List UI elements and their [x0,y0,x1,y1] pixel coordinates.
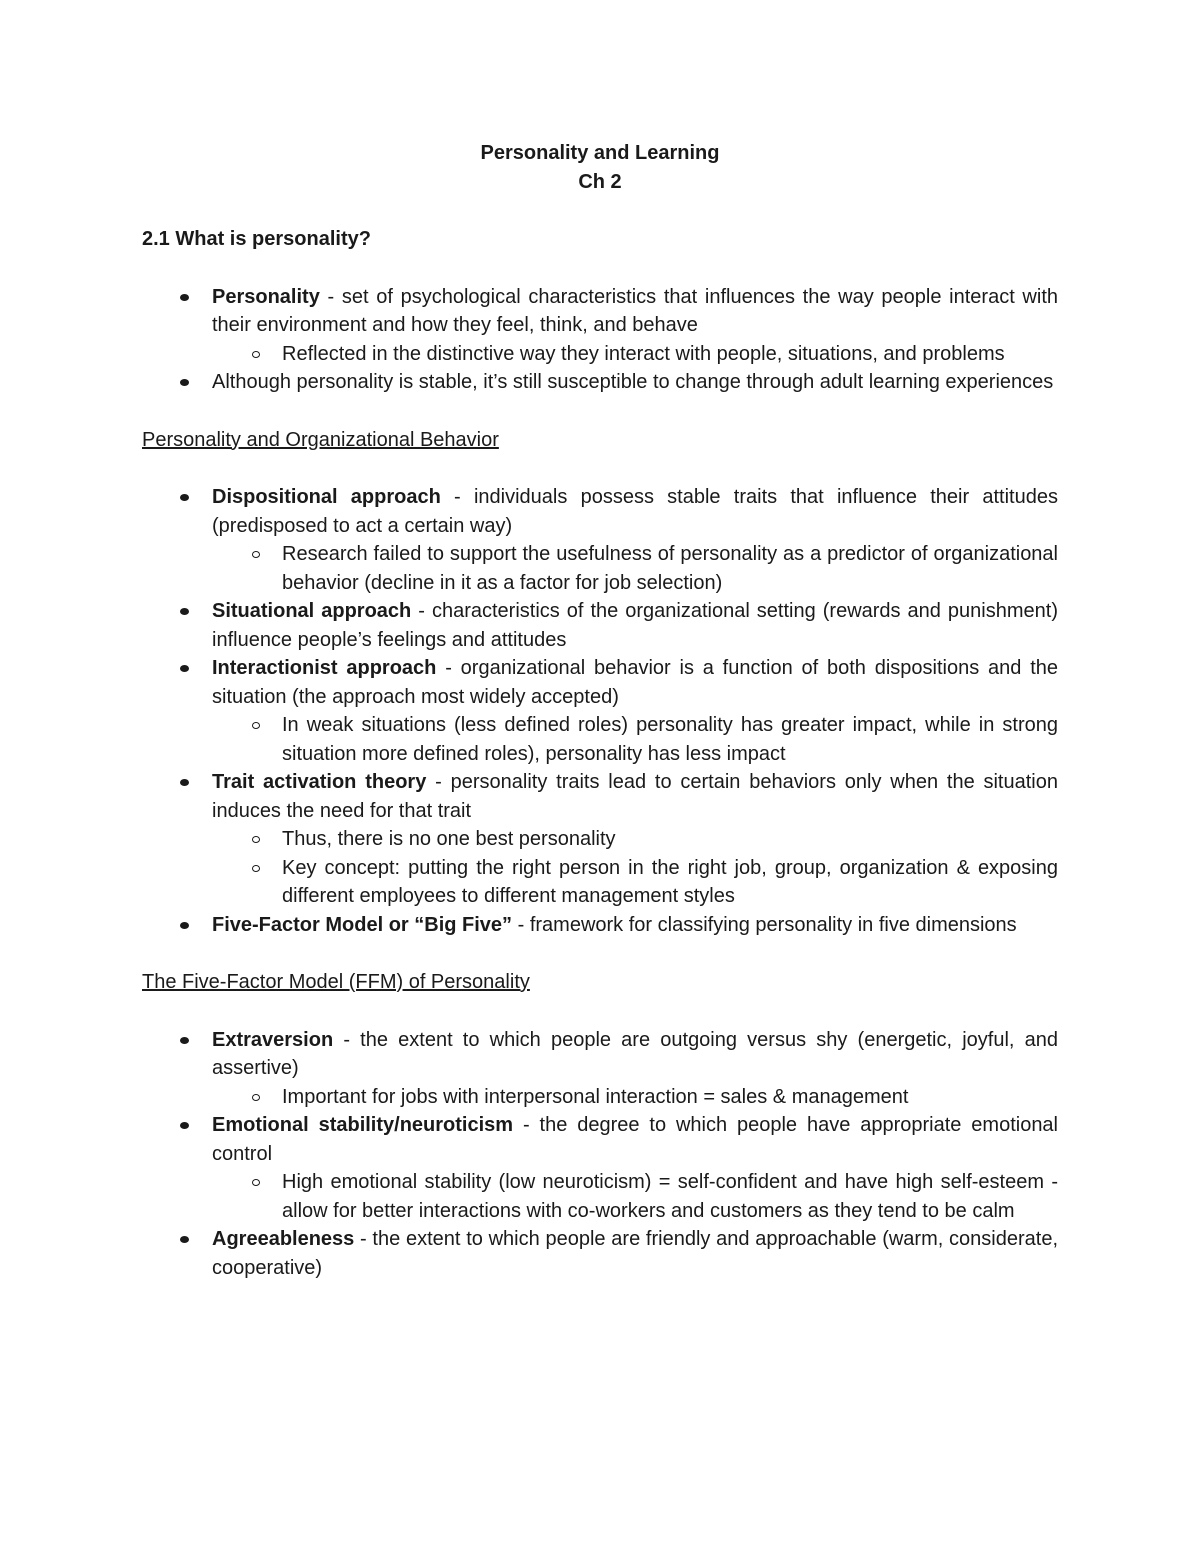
sub-list-item: In weak situations (less defined roles) personality has greater impact, while in strong situation more defined roles), personality has less impact [212,711,1058,768]
list-item-text: - personality traits lead to certain behaviors only when the situation induces the need for that trait [212,771,1058,822]
sub-list-item: Research failed to support the usefulness of personality as a predictor of organizational behavior (decline in it as a factor for job selection) [212,540,1058,597]
sub-list [142,1083,1058,1112]
section-heading-what-is-personality: 2.1 What is personality? [142,228,371,250]
list-item-term: Five-Factor Model or “Big Five” [212,913,513,936]
sub-list-item: Important for jobs with interpersonal interaction = sales & management [212,1083,1058,1112]
document-title: Personality and Learning [480,142,720,164]
sub-list [142,540,1058,597]
sub-list [142,1168,1058,1225]
list-item-text: - framework for classifying personality in five dimensions [512,913,1017,936]
sub-list [142,340,1058,369]
list-item-text: - characteristics of the organizational setting (rewards and punishment) influence people’s feelings and attitudes [212,600,1058,651]
list-item [142,768,1058,911]
list-item [142,368,1058,397]
list-item [142,1026,1058,1112]
sub-list-item: Reflected in the distinctive way they interact with people, situations, and problems [212,340,1058,369]
list-item-term: Agreeableness [212,1228,355,1250]
list-item-term: Extraversion [212,1028,334,1051]
sub-list-item: Key concept: putting the right person in the right job, group, organization & exposing different employees to different management styles [212,854,1058,911]
list-item-text: Although personality is stable, it’s still susceptible to change through adult learning experiences [212,371,1054,393]
list-item [142,597,1058,654]
list-item-text: - set of psychological characteristics that influences the way people interact with their environment and how they feel, think, and behave [212,285,1058,336]
list-item [142,654,1058,768]
list-item-text: - individuals possess stable traits that influence their attitudes (predisposed to act a certain way) [212,486,1058,537]
bullet-list-five-factor-model [142,1026,1058,1283]
list-item [142,911,1058,940]
sub-list [142,825,1058,911]
list-item [142,283,1058,369]
section-heading-personality-and-ob: Personality and Organizational Behavior [142,428,499,451]
list-item [142,483,1058,597]
list-item-term: Interactionist approach [212,657,437,679]
list-item-term: Trait activation theory [212,771,427,793]
sub-list [142,711,1058,768]
bullet-list-what-is-personality [142,283,1058,397]
list-item-text: - the degree to which people have appropriate emotional control [212,1114,1059,1165]
bullet-list-personality-and-ob [142,483,1058,939]
section-heading-five-factor-model: The Five-Factor Model (FFM) of Personality [142,971,530,993]
list-item-text: - organizational behavior is a function of both dispositions and the situation (the approach most widely accepted) [212,657,1058,708]
document-page [142,139,1058,1282]
list-item-text: - the extent to which people are outgoing versus shy (energetic, joyful, and assertive) [212,1028,1058,1079]
list-item-term: Personality [212,285,320,308]
list-item [142,1225,1058,1282]
list-item-text: - the extent to which people are friendly and approachable (warm, considerate, cooperative) [212,1228,1058,1279]
document-subtitle: Ch 2 [578,170,622,193]
list-item-term: Situational approach [212,600,412,622]
list-item-term: Dispositional approach [212,486,441,508]
sub-list-item: Thus, there is no one best personality [212,825,1058,854]
sub-list-item: High emotional stability (low neuroticism) = self-confident and have high self-esteem - allow for better interactions with co-workers and customers as they tend to be calm [212,1168,1058,1225]
list-item-term: Emotional stability/neuroticism [212,1114,514,1136]
list-item [142,1111,1058,1225]
